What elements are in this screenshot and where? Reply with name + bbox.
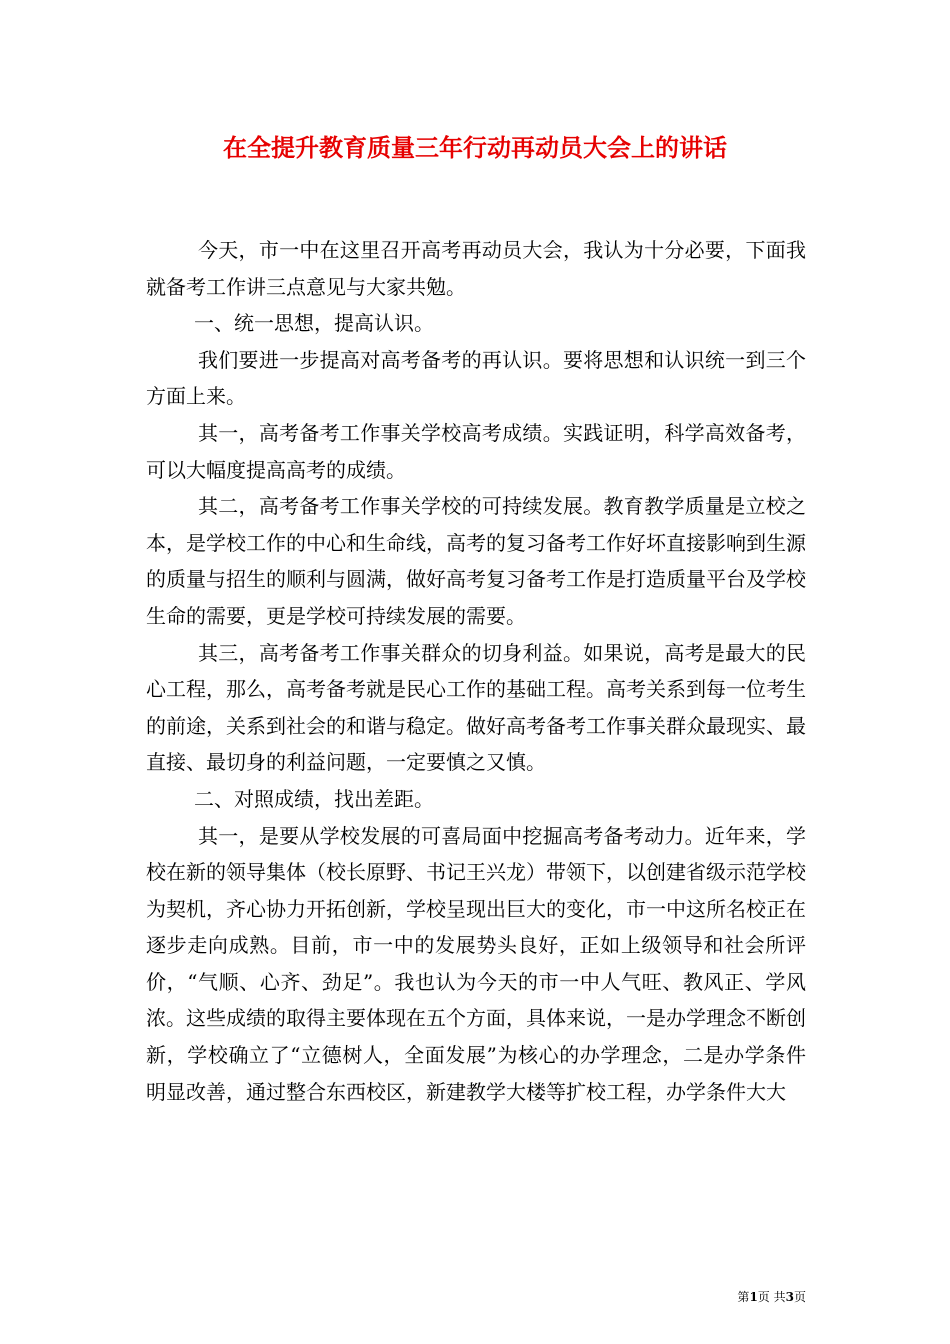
- footer-prefix: 第: [737, 1290, 750, 1304]
- paragraph: 今天，市一中在这里召开高考再动员大会，我认为十分必要，下面我就备考工作讲三点意见与大家共勉。: [146, 238, 806, 299]
- footer-total-pages: 3: [785, 1290, 794, 1304]
- paragraph: 其一，高考备考工作事关学校高考成绩。实践证明，科学高效备考，可以大幅度提高高考的成绩。: [146, 420, 806, 482]
- footer-suffix: 页: [793, 1290, 806, 1304]
- paragraph: 其二，高考备考工作事关学校的可持续发展。教育教学质量是立校之本，是学校工作的中心和生命线，高考的复习备考工作好坏直接影响到生源的质量与招生的顺利与圆满，做好高考复习备考工作是打造质量平台及学校生命的需要，更是学校可持续发展的需要。: [146, 494, 806, 628]
- section-heading: 一、统一思想，提高认识。: [194, 311, 434, 336]
- document-title: 在全提升教育质量三年行动再动员大会上的讲话: [223, 133, 727, 162]
- paragraph: 我们要进一步提高对高考备考的再认识。要将思想和认识统一到三个方面上来。: [146, 347, 806, 409]
- paragraph: 其三，高考备考工作事关群众的切身利益。如果说，高考是最大的民心工程，那么，高考备考就是民心工作的基础工程。高考关系到每一位考生的前途，关系到社会的和谐与稳定。做好高考备考工作事关群众最现实、最直接、最切身的利益问题，一定要慎之又慎。: [146, 640, 806, 775]
- paragraph: 其一，是要从学校发展的可喜局面中挖掘高考备考动力。近年来，学校在新的领导集体（校长原野、书记王兴龙）带领下，以创建省级示范学校为契机，齐心协力开拓创新，学校呈现出巨大的变化，市一中这所名校正在逐步走向成熟。目前，市一中的发展势头良好，正如上级领导和社会所评价，“气顺、心齐、劲足”。我也认为今天的市一中人气旺、教风正、学风浓。这些成绩的取得主要体现在五个方面，具体来说，一是办学理念不断创新，学校确立了“立德树人，全面发展”为核心的办学理念，二是办学条件明显改善，通过整合东西校区，新建教学大楼等扩校工程，办学条件大大: [146, 823, 806, 1104]
- document-body: [146, 232, 806, 1110]
- page-footer: [737, 1289, 806, 1305]
- footer-page-number: 1: [749, 1290, 758, 1304]
- footer-middle: 页 共: [757, 1290, 786, 1304]
- section-heading: 二、对照成绩，找出差距。: [194, 786, 434, 811]
